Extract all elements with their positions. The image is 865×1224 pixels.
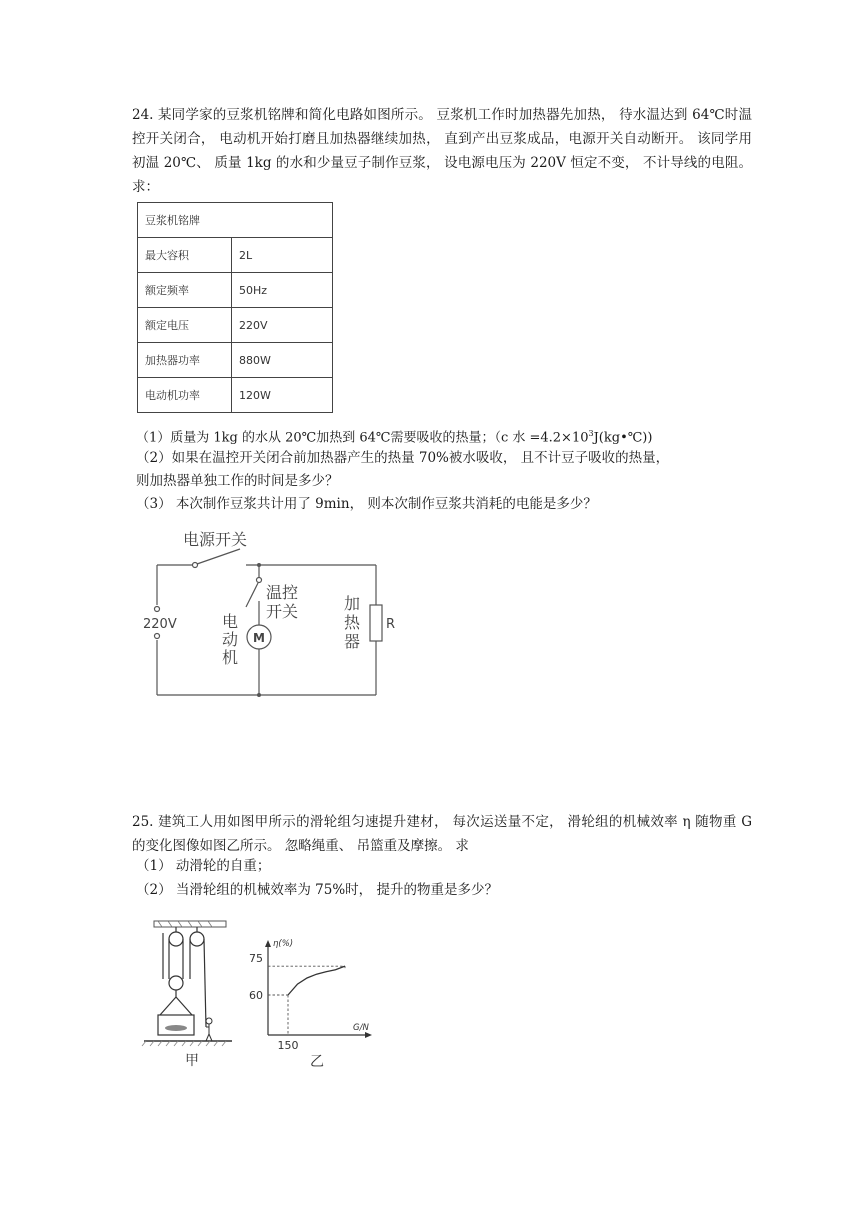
- spec-key: 额定频率: [138, 273, 232, 308]
- movable-pulley: [169, 976, 183, 990]
- q24-sub2-line2: 则加热器单独工作的时间是多少？: [136, 473, 339, 489]
- table-row: [138, 308, 333, 343]
- worker-icon: [206, 1018, 212, 1041]
- q24-sub1-exponent: 3: [588, 429, 594, 438]
- q24-sub1-unit: J(kg•℃)): [593, 430, 653, 446]
- y-axis-arrow: [265, 940, 271, 947]
- label-voltage: 220V: [143, 617, 177, 632]
- spec-value: 50Hz: [232, 273, 333, 308]
- spec-value: 120W: [232, 378, 333, 413]
- table-row: [138, 343, 333, 378]
- power-switch-blade: [197, 549, 240, 564]
- q25-sub2: （2） 当滑轮组的机械效率为 75%时， 提升的物重是多少？: [136, 882, 498, 898]
- spec-key: 电动机功率: [138, 378, 232, 413]
- q24-stem: 24. 某同学家的豆浆机铭牌和简化电路如图所示。 豆浆机工作时加热器先加热， 待水温达到 64℃时温控开关闭合， 电动机开始打磨且加热器继续加热， 直到产出豆浆成品，电源开关自动断开。 该同学用初温 20℃、 质量 1kg 的水和少量豆子制作豆浆， 设电源电压为 220V 恒定不变， 不计导线的电阻。 求：: [132, 107, 752, 195]
- table-row: [138, 273, 333, 308]
- y-tick-60: 60: [249, 989, 263, 1002]
- heater-resistor: [370, 605, 382, 641]
- q24-sub3: （3） 本次制作豆浆共计用了 9min， 则本次制作豆浆共消耗的电能是多少？: [136, 496, 597, 512]
- switch-contact: [193, 563, 198, 568]
- nameplate-table: [137, 202, 333, 413]
- spec-value: 220V: [232, 308, 333, 343]
- spec-key: 最大容积: [138, 238, 232, 273]
- q24-sub1: [136, 423, 652, 449]
- efficiency-curve: [288, 966, 345, 995]
- spec-key: 加热器功率: [138, 343, 232, 378]
- table-row: [138, 378, 333, 413]
- label-heater-1: 加: [344, 594, 361, 613]
- motor-m-glyph: M: [253, 631, 265, 645]
- label-motor-1: 电: [222, 612, 239, 631]
- pulley-figure: [140, 915, 235, 1075]
- bricks: [165, 1025, 187, 1031]
- x-tick-150: 150: [277, 1039, 299, 1052]
- label-temp-switch-2: 开关: [266, 602, 299, 621]
- fixed-pulley-left: [169, 932, 183, 946]
- label-jia: 甲: [185, 1053, 199, 1069]
- label-yi: 乙: [310, 1054, 324, 1070]
- spec-value: 880W: [232, 343, 333, 378]
- q24-sub1-text: （1）质量为 1kg 的水从 20℃加热到 64℃需要吸收的热量；（c 水 =4.2×10: [136, 430, 589, 446]
- y-tick-75: 75: [249, 952, 263, 965]
- q24-sub2-line1: （2）如果在温控开关闭合前加热器产生的热量 70%被水吸收， 且不计豆子吸收的热量，: [136, 450, 670, 466]
- spec-value: 2L: [232, 238, 333, 273]
- q25-sub1: （1） 动滑轮的自重；: [136, 858, 271, 874]
- label-motor-3: 机: [222, 648, 239, 667]
- table-row: [138, 238, 333, 273]
- x-axis-label: G/N: [353, 1023, 369, 1033]
- efficiency-chart: [245, 930, 380, 1070]
- label-heater-2: 热: [344, 613, 361, 632]
- label-motor-2: 动: [222, 630, 239, 649]
- label-temp-switch-1: 温控: [266, 583, 299, 602]
- y-axis-label: η(%): [273, 939, 294, 949]
- label-power-switch: 电源开关: [183, 530, 248, 549]
- label-heater-3: 器: [344, 632, 361, 651]
- temp-switch-blade: [246, 583, 258, 607]
- circuit-diagram: [140, 525, 400, 705]
- fixed-pulley-right: [190, 932, 204, 946]
- q25-stem: 25. 建筑工人用如图甲所示的滑轮组匀速提升建材， 每次运送量不定， 滑轮组的机械效率 η 随物重 G 的变化图像如图乙所示。 忽略绳重、 吊篮重及摩擦。 求: [132, 814, 752, 854]
- label-resistor: R: [386, 617, 396, 632]
- nameplate-title: 豆浆机铭牌: [138, 203, 333, 238]
- spec-key: 额定电压: [138, 308, 232, 343]
